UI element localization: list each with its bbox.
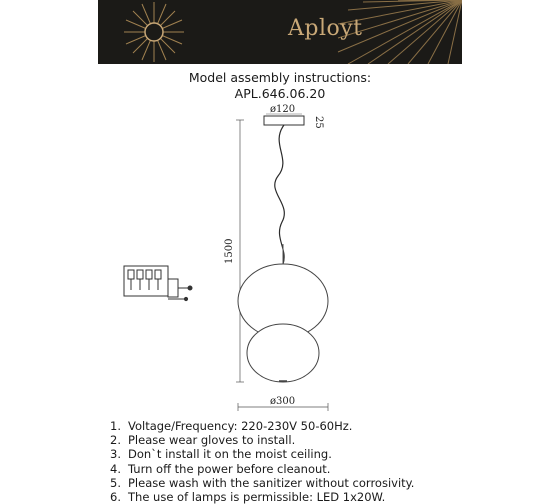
- instruction-list: [110, 419, 414, 504]
- list-item: 6. The use of lamps is permissible: LED 1x20W.: [110, 490, 386, 504]
- model-number: APL.646.06.20: [234, 86, 326, 101]
- canopy-diameter-label: ø120: [270, 104, 296, 115]
- list-item: 1. Voltage/Frequency: 220-230V 50-60Hz.: [110, 419, 353, 433]
- brand-logo: Aployt: [288, 16, 363, 41]
- shade-diameter-label: ø300: [270, 396, 296, 407]
- instructions-heading: Model assembly instructions:: [188, 70, 372, 85]
- lower-glass-shade: [247, 324, 319, 382]
- page-title: [0, 70, 560, 102]
- canopy-shape: [264, 116, 304, 125]
- terminal-block-icon: [124, 266, 192, 301]
- list-item: 2. Please wear gloves to install.: [110, 433, 296, 448]
- lamp-technical-drawing: [0, 104, 560, 416]
- suspension-cable: [275, 125, 285, 264]
- list-item: 4. Turn off the power before cleanout.: [110, 461, 331, 476]
- brand-banner: [98, 0, 462, 64]
- canopy-height-label: 25: [313, 116, 324, 129]
- sun-rays-decoration: [98, 0, 462, 64]
- list-item: 5. Please wash with the sanitizer without corrosivity.: [110, 475, 415, 490]
- list-item: 3. Don`t install it on the moist ceiling.: [110, 447, 332, 462]
- total-height-label: 1500: [224, 238, 235, 264]
